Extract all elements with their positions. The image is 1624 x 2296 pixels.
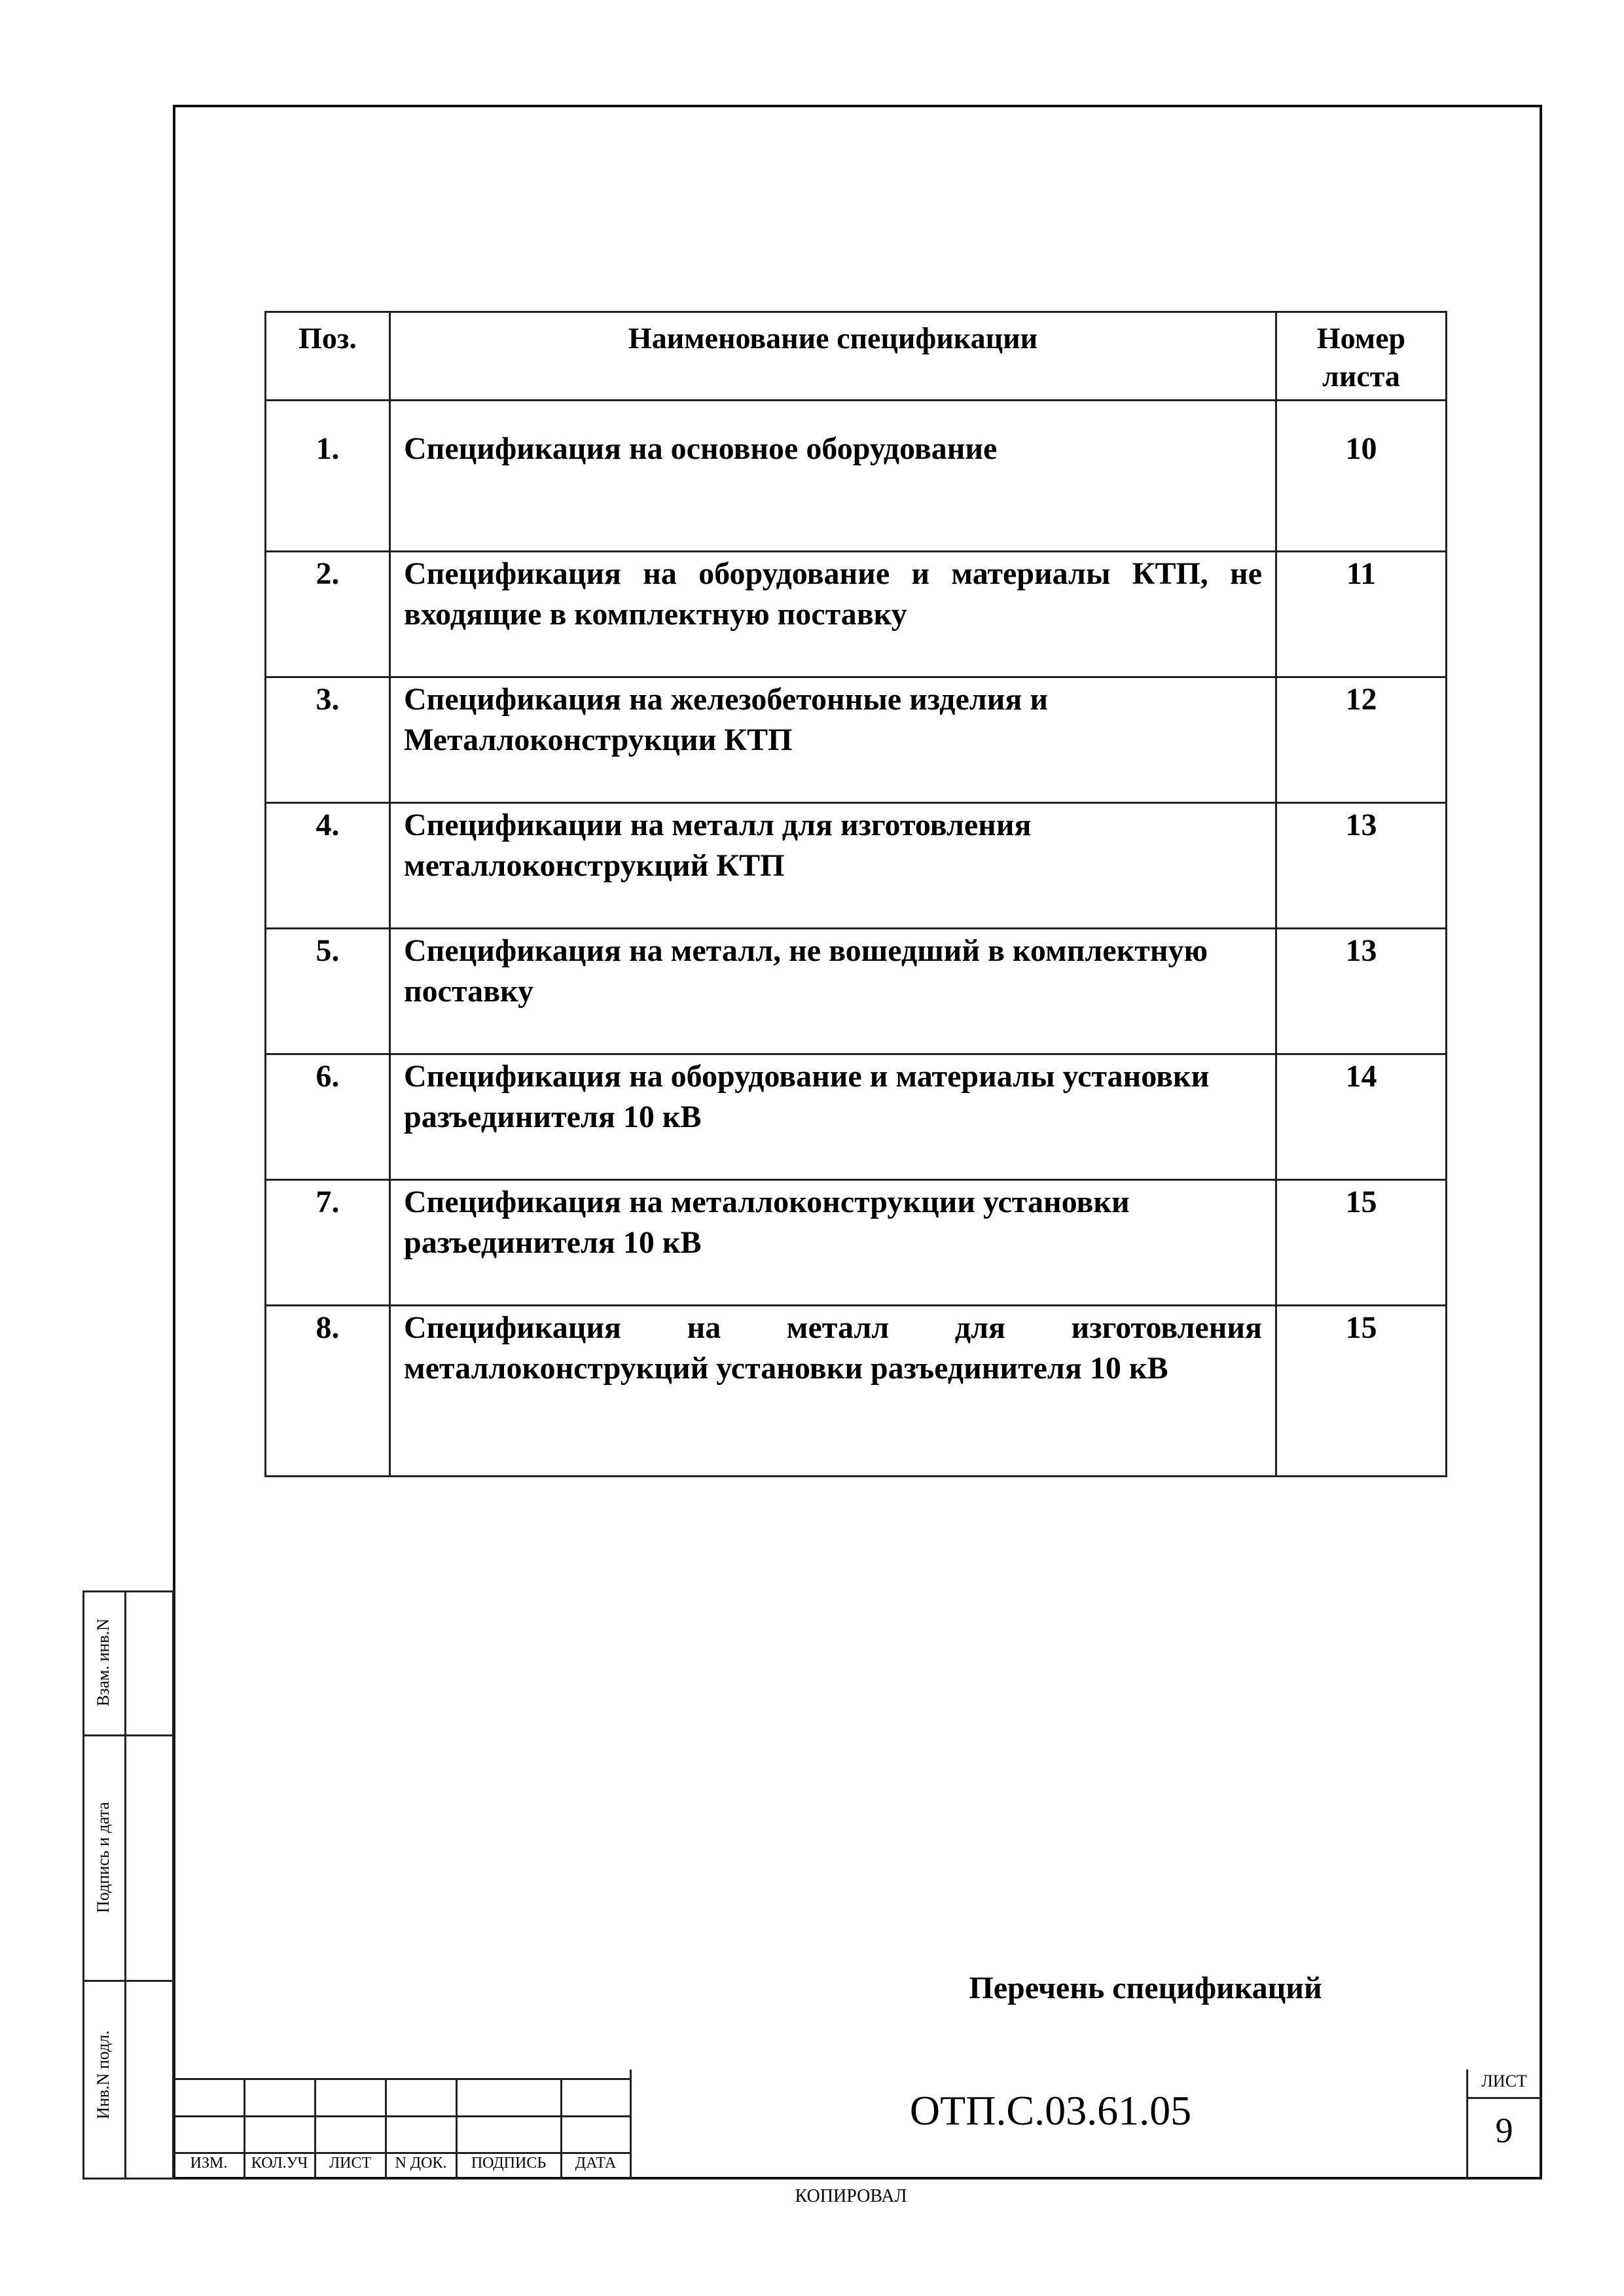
row-sheet: 10 bbox=[1276, 401, 1447, 552]
table-row bbox=[266, 552, 1447, 677]
title-block-header: ИЗМ. bbox=[190, 2155, 228, 2172]
row-sheet: 14 bbox=[1276, 1054, 1447, 1180]
row-name: Спецификация на металл для изготовления металлоконструкций установки разъединителя 10 кВ bbox=[390, 1306, 1276, 1477]
table-header-row bbox=[266, 312, 1447, 401]
table-row bbox=[266, 803, 1447, 929]
title-block-header: КОЛ.УЧ bbox=[251, 2155, 308, 2172]
title-block-line bbox=[173, 2078, 631, 2080]
header-sheet: Номер листа bbox=[1276, 312, 1447, 401]
row-name: Спецификация на основное оборудование bbox=[390, 401, 1276, 552]
row-name: Спецификация на оборудование и материалы установки разъединителя 10 кВ bbox=[390, 1054, 1276, 1180]
row-pos: 4. bbox=[266, 803, 390, 929]
row-pos: 2. bbox=[266, 552, 390, 677]
row-pos: 5. bbox=[266, 929, 390, 1054]
row-sheet: 12 bbox=[1276, 677, 1447, 803]
sheet-number: 9 bbox=[1495, 2111, 1513, 2150]
title-block-header: N ДОК. bbox=[395, 2155, 447, 2172]
row-pos: 3. bbox=[266, 677, 390, 803]
table-row bbox=[266, 1180, 1447, 1306]
row-name: Спецификация на железобетонные изделия и Металлоконструкции КТП bbox=[390, 677, 1276, 803]
table-row bbox=[266, 1306, 1447, 1477]
side-stamp-line bbox=[82, 1734, 174, 1736]
row-sheet: 13 bbox=[1276, 803, 1447, 929]
table-row bbox=[266, 677, 1447, 803]
specification-table bbox=[264, 311, 1447, 1477]
row-name: Спецификация на металлоконструкции установки разъединителя 10 кВ bbox=[390, 1180, 1276, 1306]
row-pos: 7. bbox=[266, 1180, 390, 1306]
header-pos: Поз. bbox=[266, 312, 390, 401]
row-sheet: 11 bbox=[1276, 552, 1447, 677]
document-caption: Перечень спецификаций bbox=[969, 1971, 1322, 2005]
row-name: Спецификация на металл, не вошедший в комплектную поставку bbox=[390, 929, 1276, 1054]
row-sheet: 13 bbox=[1276, 929, 1447, 1054]
title-block-header: ПОДПИСЬ bbox=[471, 2155, 547, 2172]
row-pos: 1. bbox=[266, 401, 390, 552]
copied-label: КОПИРОВАЛ bbox=[795, 2186, 907, 2206]
row-pos: 8. bbox=[266, 1306, 390, 1477]
row-pos: 6. bbox=[266, 1054, 390, 1180]
row-sheet: 15 bbox=[1276, 1180, 1447, 1306]
table-row bbox=[266, 401, 1447, 552]
row-name: Спецификация на оборудование и материалы КТП, не входящие в комплектную поставку bbox=[390, 552, 1276, 677]
row-sheet: 15 bbox=[1276, 1306, 1447, 1477]
table-row bbox=[266, 1054, 1447, 1180]
title-block-header: ДАТА bbox=[575, 2155, 617, 2172]
title-block-line bbox=[173, 2115, 631, 2117]
side-stamp-divider bbox=[124, 1590, 126, 2179]
header-name: Наименование спецификации bbox=[390, 312, 1276, 401]
table-row bbox=[266, 929, 1447, 1054]
title-block-header: ЛИСТ bbox=[329, 2155, 372, 2172]
sheet-label: ЛИСТ bbox=[1481, 2072, 1527, 2090]
row-name: Спецификации на металл для изготовления металлоконструкций КТП bbox=[390, 803, 1276, 929]
document-code: ОТП.С.03.61.05 bbox=[909, 2087, 1192, 2134]
side-stamp-line bbox=[82, 1980, 174, 1982]
